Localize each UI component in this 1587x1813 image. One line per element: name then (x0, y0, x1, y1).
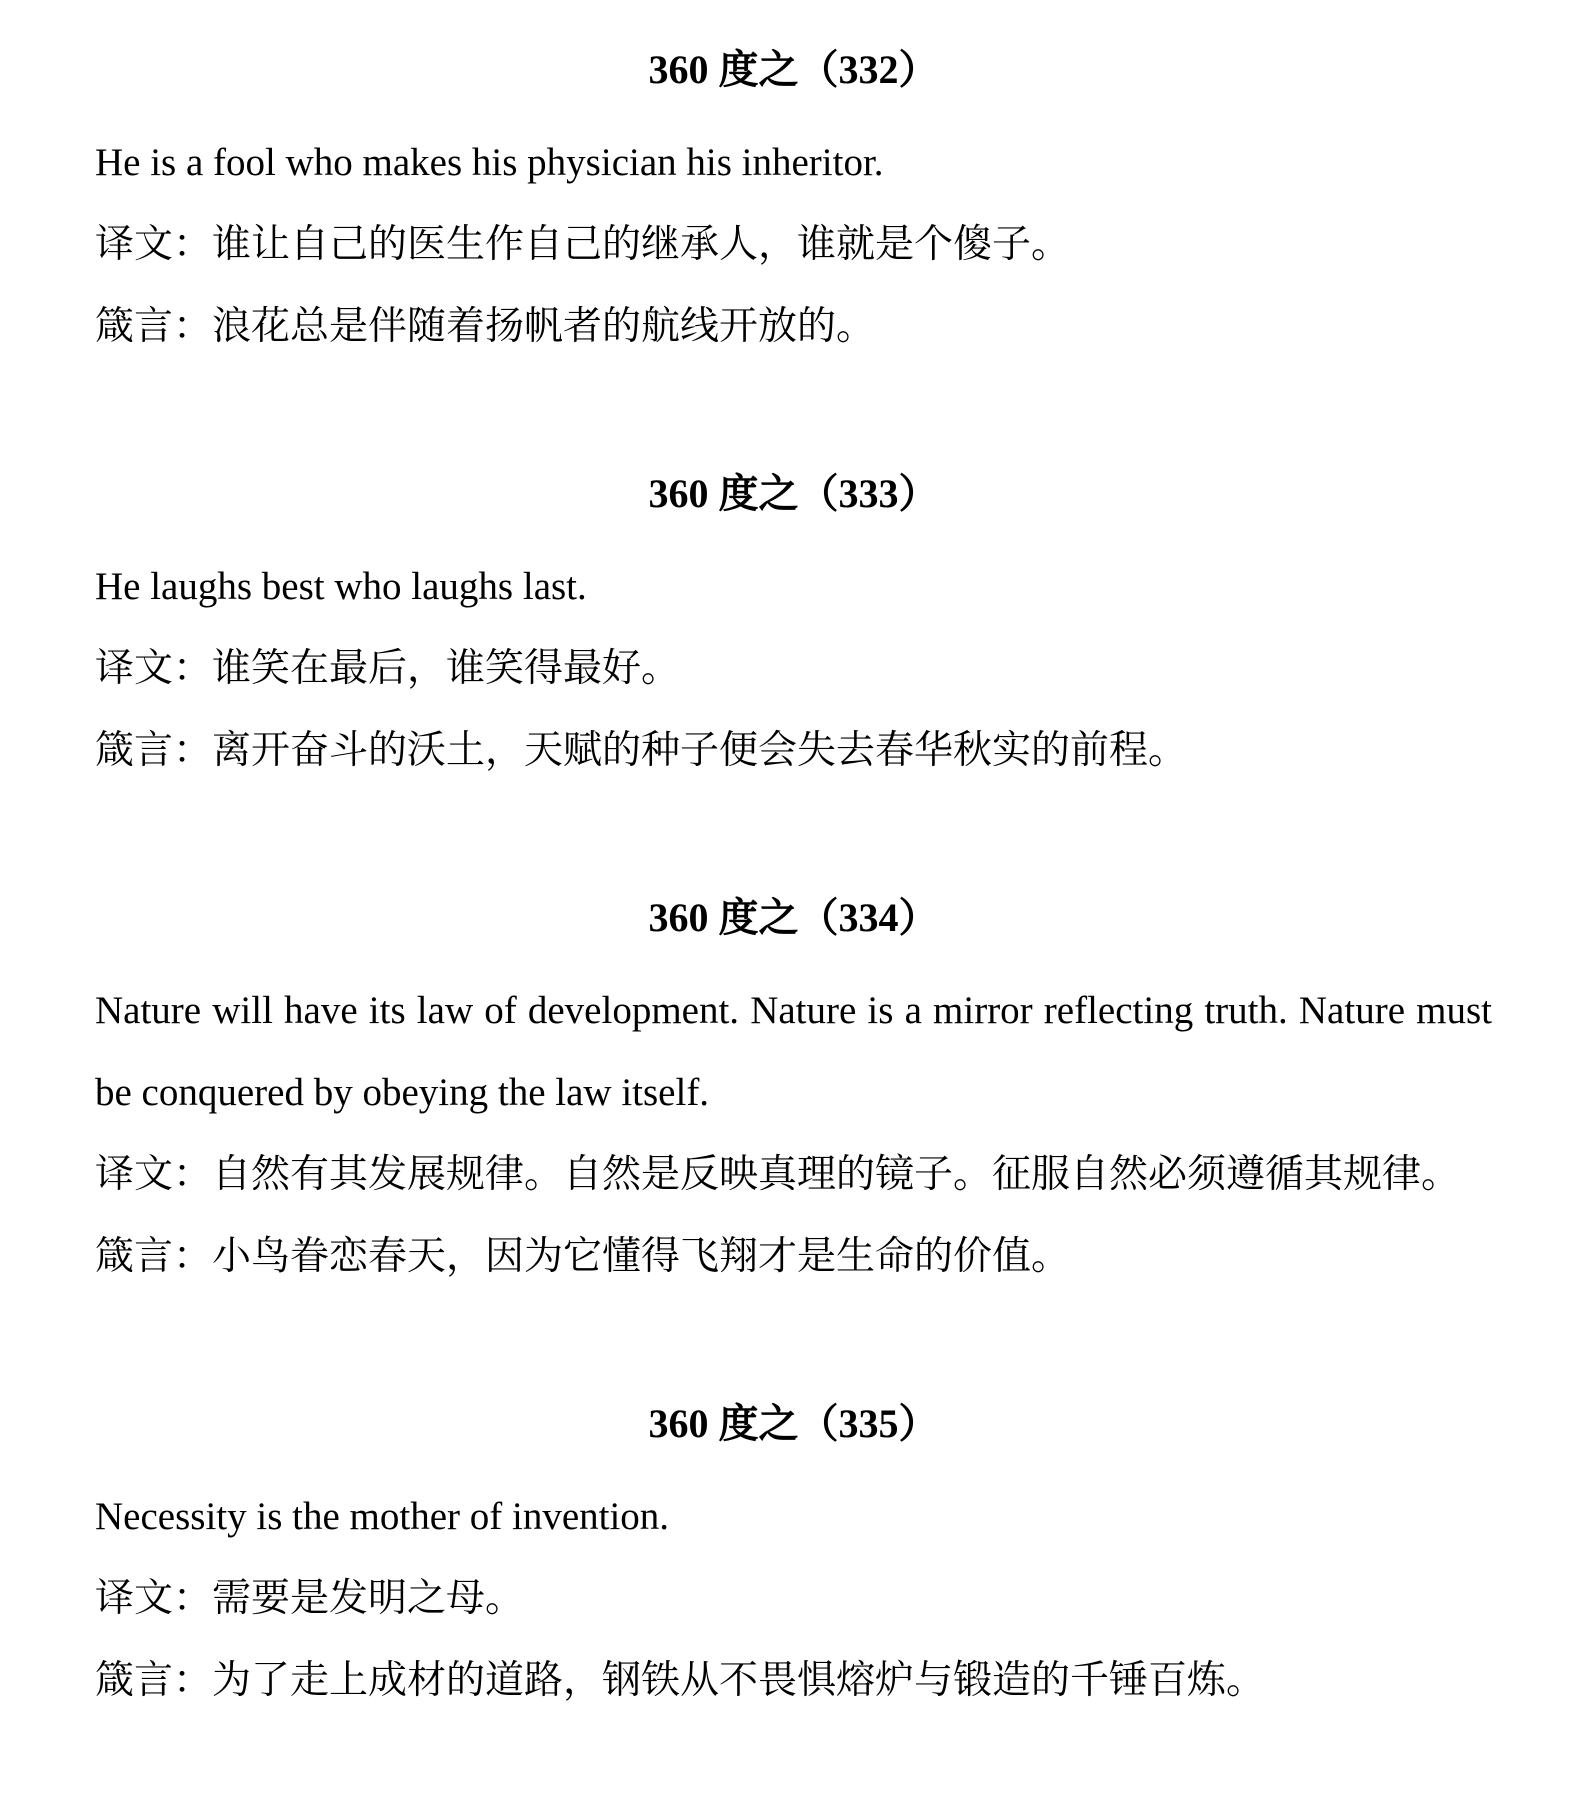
english-sentence: Nature will have its law of development. Nature is a mirror reflecting truth. Nature must be conquered by obeying the law itself. (95, 989, 1492, 1114)
motto-text: 小鸟眷恋春天，因为它懂得飞翔才是生命的价值。 (212, 1235, 1071, 1278)
translation-label: 译文： (95, 1153, 213, 1196)
translation-label: 译文： (95, 647, 213, 690)
entry-332 (95, 40, 1492, 368)
translation-label: 译文： (95, 223, 213, 266)
translation-label: 译文： (95, 1577, 213, 1620)
motto-line (95, 710, 1492, 792)
motto-line (95, 1640, 1492, 1722)
translation-line (95, 1558, 1492, 1640)
entry-title: 360 度之（335） (648, 1401, 939, 1446)
translation-text: 自然有其发展规律。自然是反映真理的镜子。征服自然必须遵循其规律。 (212, 1153, 1461, 1196)
translation-text: 谁让自己的医生作自己的继承人，谁就是个傻子。 (212, 223, 1071, 266)
entry-title: 360 度之（334） (648, 895, 939, 940)
translation-text: 需要是发明之母。 (212, 1577, 525, 1620)
translation-line (95, 628, 1492, 710)
motto-text: 为了走上成材的道路，钢铁从不畏惧熔炉与锻造的千锤百炼。 (212, 1659, 1266, 1702)
motto-label: 箴言： (95, 1235, 213, 1278)
motto-label: 箴言： (95, 1659, 213, 1702)
english-sentence: Necessity is the mother of invention. (95, 1495, 670, 1538)
motto-label: 箴言： (95, 305, 213, 348)
motto-label: 箴言： (95, 729, 213, 772)
entry-333 (95, 464, 1492, 792)
entry-334 (95, 888, 1492, 1298)
entry-title: 360 度之（333） (648, 471, 939, 516)
translation-text: 谁笑在最后，谁笑得最好。 (212, 647, 681, 690)
entry-335 (95, 1394, 1492, 1722)
motto-line (95, 286, 1492, 368)
motto-text: 离开奋斗的沃土，天赋的种子便会失去春华秋实的前程。 (212, 729, 1188, 772)
motto-line (95, 1216, 1492, 1298)
translation-line (95, 204, 1492, 286)
translation-line (95, 1134, 1492, 1216)
english-sentence: He is a fool who makes his physician his inheritor. (95, 141, 884, 184)
entry-title: 360 度之（332） (648, 47, 939, 92)
motto-text: 浪花总是伴随着扬帆者的航线开放的。 (212, 305, 876, 348)
english-sentence: He laughs best who laughs last. (95, 565, 587, 608)
